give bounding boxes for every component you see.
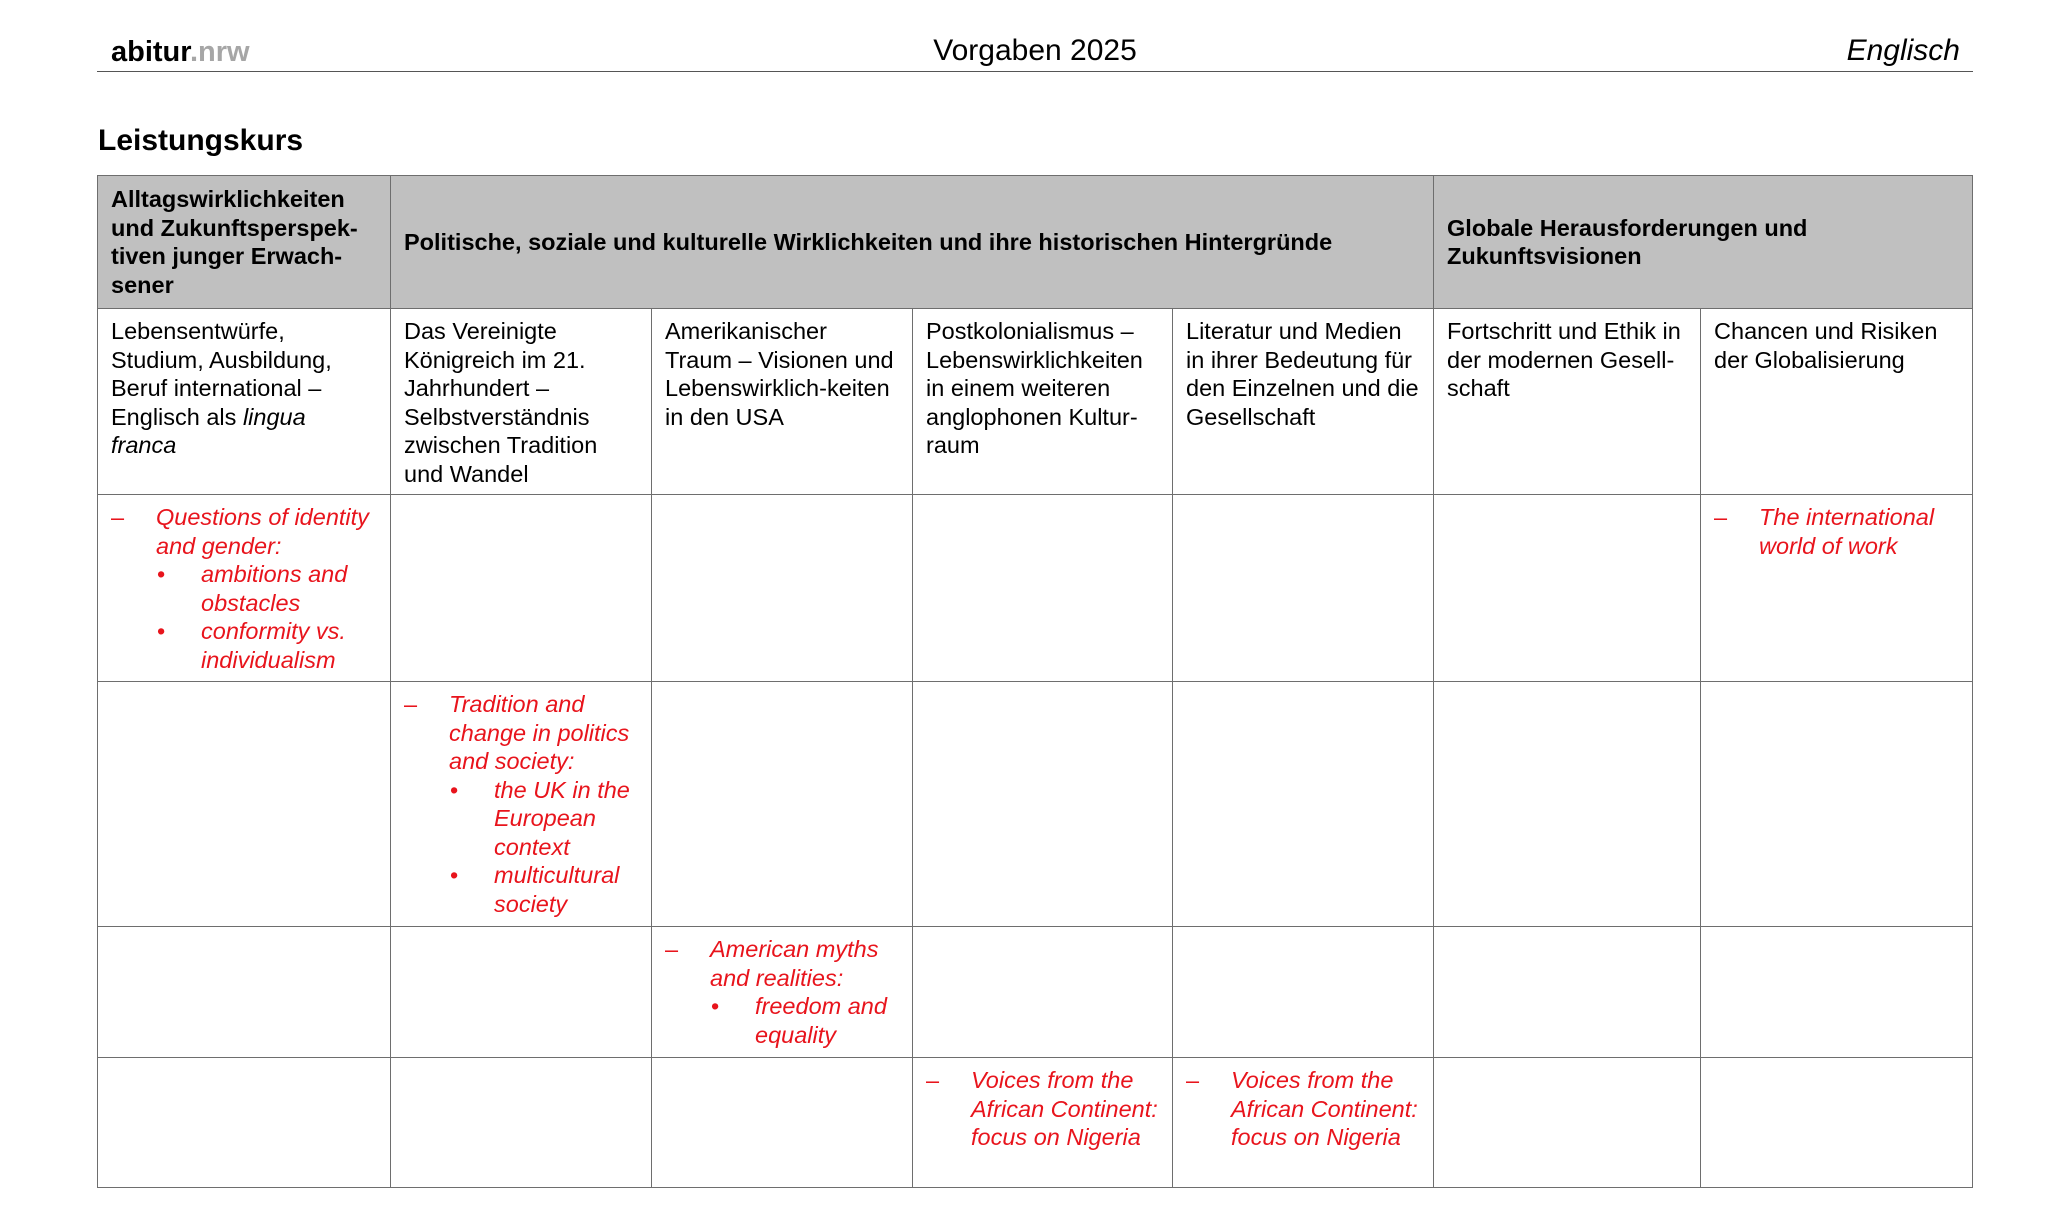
section-title: Leistungskurs: [98, 124, 304, 157]
subitem-text: conformity vs. individualism: [201, 618, 346, 673]
empty-cell: [391, 495, 652, 682]
topic-cell: Postkolonialismus – Lebenswirklichkeiten in einem weiteren anglophonen Kultur-raum: [913, 309, 1173, 495]
dash-marker: –: [1186, 1067, 1200, 1093]
dash-marker: –: [1714, 504, 1728, 530]
logo-text: abitur: [111, 36, 190, 68]
topic-italic-text: lingua franca: [111, 403, 306, 458]
bullet-marker: •: [157, 618, 166, 644]
focus-item: [926, 1066, 1159, 1152]
topics-row: [98, 309, 1973, 495]
empty-cell: [913, 495, 1173, 682]
empty-cell: [1434, 682, 1701, 927]
empty-cell: [1173, 495, 1434, 682]
empty-cell: [652, 495, 913, 682]
topic-cell: Literatur und Medien in ihrer Bedeutung für den Einzelnen und die Gesellschaft: [1173, 309, 1434, 495]
focus-text: Voices from the African Continent: focus on Nigeria: [971, 1067, 1158, 1150]
empty-cell: [391, 927, 652, 1058]
topic-text: Lebensentwürfe, Studium, Ausbildung, Beruf international – Englisch als: [111, 318, 332, 430]
bullet-marker: •: [450, 862, 459, 888]
focus-text: The international world of work: [1759, 504, 1935, 559]
focus-cell: [391, 682, 652, 927]
table-row: [98, 682, 1973, 927]
empty-cell: [913, 682, 1173, 927]
empty-cell: [98, 1058, 391, 1188]
focus-subitem: [404, 776, 638, 862]
table-header-row: [98, 176, 1973, 309]
topic-cell: Amerikanischer Traum – Visionen und Lebenswirklich-keiten in den USA: [652, 309, 913, 495]
empty-cell: [1434, 495, 1701, 682]
header-cell-political-realities: Politische, soziale und kulturelle Wirklichkeiten und ihre historischen Hintergründe: [391, 176, 1434, 309]
header-title: Vorgaben 2025: [933, 34, 1137, 67]
dash-marker: –: [111, 504, 125, 530]
focus-item: [665, 935, 899, 992]
focus-subitem: [665, 992, 899, 1049]
dash-marker: –: [404, 691, 418, 717]
empty-cell: [1701, 1058, 1973, 1188]
topic-cell: Chancen und Risiken der Globalisierung: [1701, 309, 1973, 495]
focus-cell: [1173, 1058, 1434, 1188]
focus-cell: [913, 1058, 1173, 1188]
focus-text: Tradition and change in politics and society:: [449, 691, 630, 774]
focus-cell: [652, 927, 913, 1058]
topic-cell: [98, 309, 391, 495]
focus-text: American myths and realities:: [710, 936, 879, 991]
empty-cell: [1173, 927, 1434, 1058]
empty-cell: [1701, 682, 1973, 927]
empty-cell: [98, 927, 391, 1058]
empty-cell: [1701, 927, 1973, 1058]
bullet-marker: •: [711, 993, 720, 1019]
subitem-text: freedom and equality: [755, 993, 887, 1048]
subitem-text: multicultural society: [494, 862, 620, 917]
focus-item: [111, 503, 377, 560]
dash-marker: –: [665, 936, 679, 962]
empty-cell: [652, 682, 913, 927]
empty-cell: [913, 927, 1173, 1058]
dash-marker: –: [926, 1067, 940, 1093]
focus-item: [1186, 1066, 1420, 1152]
table-row: [98, 1058, 1973, 1188]
focus-text: Questions of identity and gender:: [156, 504, 369, 559]
focus-cell: [1701, 495, 1973, 682]
focus-cell: [98, 495, 391, 682]
topic-cell: Das Vereinigte Königreich im 21. Jahrhundert – Selbstverständnis zwischen Tradition und Wandel: [391, 309, 652, 495]
empty-cell: [1173, 682, 1434, 927]
empty-cell: [391, 1058, 652, 1188]
logo-nrw-text: .nrw: [189, 36, 250, 68]
subitem-text: ambitions and obstacles: [201, 561, 348, 616]
topic-cell: Fortschritt und Ethik in der modernen Gesell-schaft: [1434, 309, 1701, 495]
focus-text: Voices from the African Continent: focus on Nigeria: [1231, 1067, 1418, 1150]
focus-item: [404, 690, 638, 776]
header-cell-global-challenges: Globale Herausforderungen und Zukunftsvisionen: [1434, 176, 1973, 309]
focus-item: [1714, 503, 1959, 560]
page-header: [97, 34, 1973, 72]
empty-cell: [1434, 1058, 1701, 1188]
table-row: [98, 495, 1973, 682]
header-cell-everyday-realities: Alltagswirklichkeiten und Zukunftsperspek-tiven junger Erwach-sener: [98, 176, 391, 309]
bullet-marker: •: [450, 776, 459, 803]
header-subject: Englisch: [1846, 34, 1960, 67]
bullet-marker: •: [157, 561, 166, 587]
empty-cell: [98, 682, 391, 927]
empty-cell: [652, 1058, 913, 1188]
table-row: [98, 927, 1973, 1058]
focus-subitem: [111, 560, 377, 617]
subitem-text: the UK in the European context: [494, 776, 630, 860]
focus-subitem: [404, 861, 638, 918]
empty-cell: [1434, 927, 1701, 1058]
focus-subitem: [111, 617, 377, 674]
curriculum-table: [97, 175, 1973, 1188]
